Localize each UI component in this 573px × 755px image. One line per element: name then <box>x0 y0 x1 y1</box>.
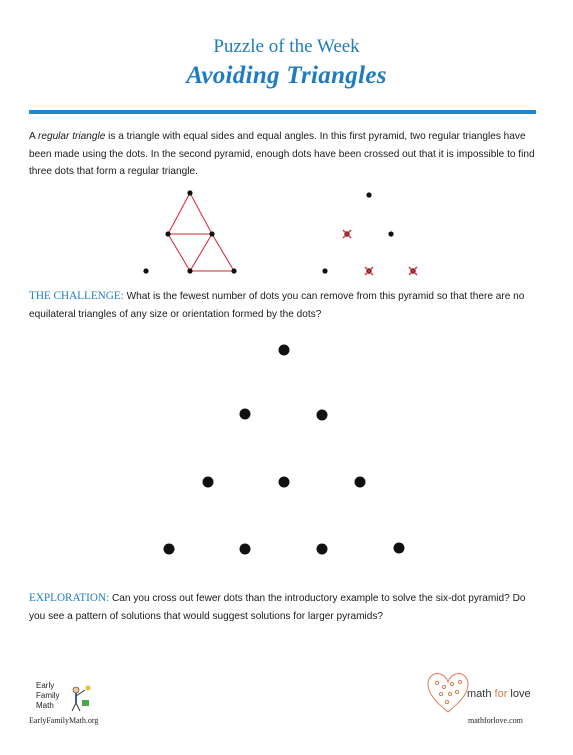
challenge-dot[interactable] <box>164 544 175 555</box>
challenge-dot[interactable] <box>240 544 251 555</box>
challenge-text: What is the fewest number of dots you can remove from this pyramid so that there are no equilateral triangles of any size or orientation formed by the dots? <box>29 291 525 320</box>
challenge-dot[interactable] <box>240 409 251 420</box>
challenge-lead: THE CHALLENGE: <box>29 290 124 302</box>
example-dot <box>366 192 371 197</box>
intro-emphasis: regular triangle <box>37 131 106 142</box>
example-dot <box>143 268 148 273</box>
heart-logo-icon <box>428 674 468 712</box>
regular-triangle-upper <box>168 193 212 234</box>
challenge-dot[interactable] <box>394 543 405 554</box>
challenge-dot[interactable] <box>317 410 328 421</box>
example-dot <box>187 190 192 195</box>
early-family-math-url[interactable]: EarlyFamilyMath.org <box>29 716 99 725</box>
challenge-dot[interactable] <box>279 345 290 356</box>
challenge-pyramid <box>164 345 405 555</box>
brand-end: love <box>507 688 531 700</box>
crossed-out-dot-icon <box>365 267 373 275</box>
example-pyramid-crossed <box>322 192 417 275</box>
example-dot <box>231 268 236 273</box>
brand-line: Math <box>36 701 54 710</box>
crossed-out-dot-icon <box>409 267 417 275</box>
intro-text-after: is a triangle with equal sides and equal angles. In this first pyramid, two regular triangles have been made using the dots. In the second pyramid, enough dots have been crossed out that it is impossible to find three dots that form a regular triangle. <box>29 131 535 177</box>
exploration-lead: EXPLORATION: <box>29 592 110 604</box>
early-family-math-logo <box>36 681 60 711</box>
brand-accent: for <box>494 688 508 700</box>
child-figure-icon <box>72 686 91 712</box>
example-dot <box>187 268 192 273</box>
crossed-out-dot-icon <box>343 230 351 238</box>
challenge-dot[interactable] <box>279 477 290 488</box>
example-dot <box>209 231 214 236</box>
example-dot <box>388 231 393 236</box>
challenge-dot[interactable] <box>203 477 214 488</box>
puzzle-kicker: Puzzle of the Week <box>213 36 360 57</box>
math-for-love-logo <box>467 688 531 700</box>
brand-line: Early <box>36 681 55 690</box>
example-dot <box>322 268 327 273</box>
example-dot <box>165 231 170 236</box>
challenge-dot[interactable] <box>355 477 366 488</box>
challenge-dot[interactable] <box>317 544 328 555</box>
math-for-love-url[interactable]: mathforlove.com <box>468 716 523 725</box>
exploration-text: Can you cross out fewer dots than the introductory example to solve the six-dot pyramid? Do you see a pattern of solutions that would suggest solutions for larger pyramids? <box>29 593 526 622</box>
example-pyramid-triangles <box>143 190 236 273</box>
page-title: Avoiding Triangles <box>186 62 387 89</box>
brand-plain: math <box>467 688 495 700</box>
triangle-edge <box>168 234 190 271</box>
regular-triangle-lower <box>190 234 234 271</box>
intro-text-before: A <box>29 131 38 142</box>
brand-line: Family <box>36 691 60 700</box>
